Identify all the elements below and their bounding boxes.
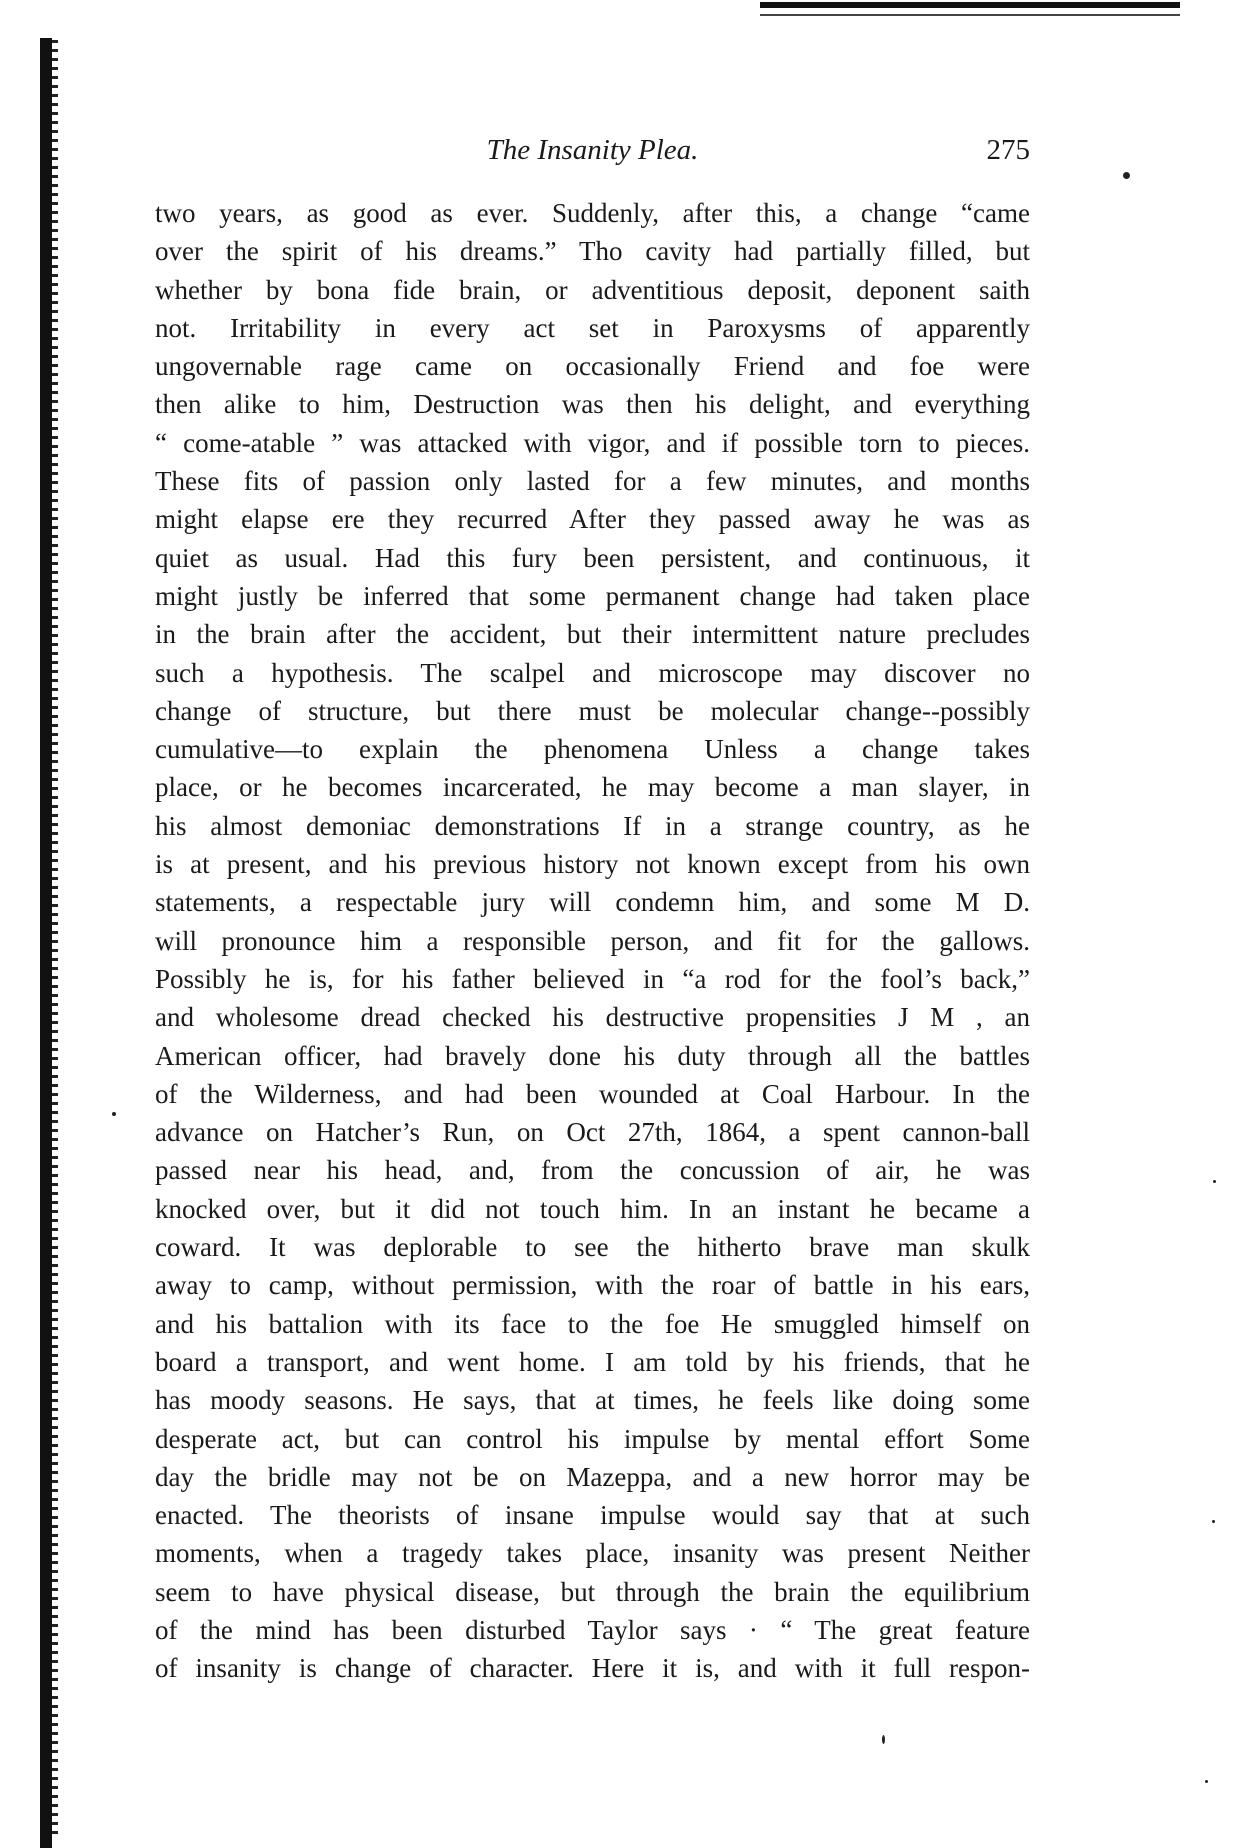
text-line: knocked over, but it did not touch him. In an instant he became a xyxy=(155,1193,1030,1224)
text-line: then alike to him, Destruction was then his delight, and everything xyxy=(155,389,1030,420)
text-line: American officer, had bravely done his duty through all the battles xyxy=(155,1040,1030,1071)
text-line: passed near his head, and, from the concussion of air, he was xyxy=(155,1155,1030,1186)
top-border-rule-thin xyxy=(760,14,1180,16)
text-line: of insanity is change of character. Here it is, and with it full respon- xyxy=(155,1653,1030,1684)
binding-edge xyxy=(40,38,52,1848)
text-line: not. Irritability in every act set in Paroxysms of apparently xyxy=(155,312,1030,343)
scan-speck xyxy=(1205,1780,1208,1783)
text-line: will pronounce him a responsible person, and fit for the gallows. xyxy=(155,925,1030,956)
text-line: whether by bona fide brain, or adventitious deposit, deponent saith xyxy=(155,274,1030,305)
binding-edge-texture xyxy=(52,40,58,1840)
scan-speck xyxy=(1123,172,1130,179)
text-line: away to camp, without permission, with the roar of battle in his ears, xyxy=(155,1270,1030,1301)
text-line: board a transport, and went home. I am told by his friends, that he xyxy=(155,1346,1030,1377)
text-line: cumulative—to explain the phenomena Unless a change takes xyxy=(155,734,1030,765)
text-line: of the mind has been disturbed Taylor says · “ The great feature xyxy=(155,1614,1030,1645)
text-line: statements, a respectable jury will condemn him, and some M D. xyxy=(155,887,1030,918)
text-line: and his battalion with its face to the foe He smuggled himself on xyxy=(155,1308,1030,1339)
text-line: of the Wilderness, and had been wounded at Coal Harbour. In the xyxy=(155,1078,1030,1109)
text-line: These fits of passion only lasted for a few minutes, and months xyxy=(155,466,1030,497)
scan-speck xyxy=(1213,1180,1216,1183)
scan-speck xyxy=(112,1112,116,1116)
text-line: coward. It was deplorable to see the hitherto brave man skulk xyxy=(155,1232,1030,1263)
scan-speck xyxy=(1212,1520,1215,1523)
text-line: change of structure, but there must be molecular change--possibly xyxy=(155,695,1030,726)
text-line: over the spirit of his dreams.” Tho cavity had partially filled, but xyxy=(155,236,1030,267)
text-line: desperate act, but can control his impulse by mental effort Some xyxy=(155,1423,1030,1454)
text-line: Possibly he is, for his father believed in “a rod for the fool’s back,” xyxy=(155,963,1030,994)
running-title: The Insanity Plea. xyxy=(486,134,699,166)
text-line: “ come-atable ” was attacked with vigor, and if possible torn to pieces. xyxy=(155,427,1030,458)
text-line: might justly be inferred that some permanent change had taken place xyxy=(155,580,1030,611)
scan-speck xyxy=(882,1735,885,1744)
page-header xyxy=(155,134,1030,174)
text-line: seem to have physical disease, but through the brain the equilibrium xyxy=(155,1576,1030,1607)
text-line: has moody seasons. He says, that at times, he feels like doing some xyxy=(155,1385,1030,1416)
text-line: such a hypothesis. The scalpel and microscope may discover no xyxy=(155,657,1030,688)
text-line: two years, as good as ever. Suddenly, after this, a change “came xyxy=(155,198,1030,228)
text-line: moments, when a tragedy takes place, insanity was present Neither xyxy=(155,1538,1030,1569)
text-line: place, or he becomes incarcerated, he may become a man slayer, in xyxy=(155,772,1030,803)
text-line: might elapse ere they recurred After they passed away he was as xyxy=(155,504,1030,535)
text-line: day the bridle may not be on Mazeppa, and a new horror may be xyxy=(155,1461,1030,1492)
text-line: his almost demoniac demonstrations If in a strange country, as he xyxy=(155,810,1030,841)
text-line: quiet as usual. Had this fury been persistent, and continuous, it xyxy=(155,542,1030,573)
top-border-rule xyxy=(760,2,1180,8)
page-number: 275 xyxy=(986,134,1030,166)
text-line: is at present, and his previous history not known except from his own xyxy=(155,849,1030,880)
text-line: and wholesome dread checked his destructive propensities J M , an xyxy=(155,1002,1030,1033)
text-line: enacted. The theorists of insane impulse would say that at such xyxy=(155,1500,1030,1531)
text-line: ungovernable rage came on occasionally Friend and foe were xyxy=(155,351,1030,382)
text-line: in the brain after the accident, but their intermittent nature precludes xyxy=(155,619,1030,650)
text-line: advance on Hatcher’s Run, on Oct 27th, 1864, a spent cannon-ball xyxy=(155,1117,1030,1148)
body-text xyxy=(155,194,1030,1688)
